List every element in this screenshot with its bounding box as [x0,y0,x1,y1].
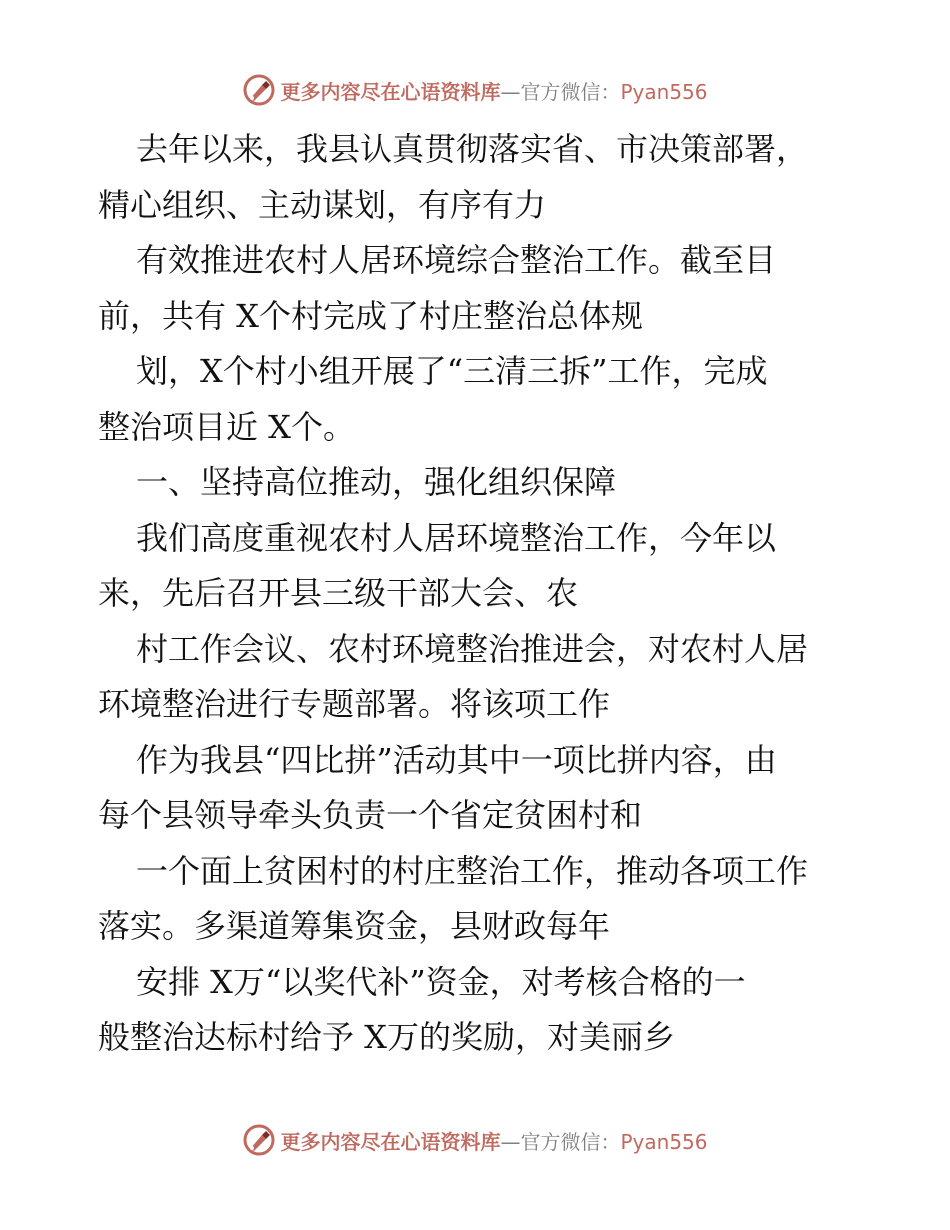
text-line: 整治项目近 X个。 [98,407,355,446]
pen-logo-icon [242,73,276,107]
text-line: 每个县领导牵头负责一个省定贫困村和 [98,796,643,834]
text-line: 般整治达标村给予 X万的奖励，对美丽乡 [98,1018,675,1056]
banner-brand-text: 更多内容尽在心语资料库 [280,79,501,104]
text-line: 有效推进农村人居环境综合整治工作。截至目 [136,241,777,279]
text-line: 作为我县“四比拼”活动其中一项比拼内容，由 [136,740,777,779]
text-line: 划，X个村小组开展了“三清三拆”工作，完成 [136,352,768,390]
banner-brand-text: 更多内容尽在心语资料库 [280,1129,501,1154]
banner-wechat-id: Pyan556 [620,79,708,104]
text-line: 村工作会议、农村环境整治推进会，对农村人居 [136,629,809,668]
footer-banner [0,1120,950,1160]
pen-logo-icon [242,1123,276,1157]
banner-wechat-label: 官方微信： [520,79,621,104]
text-line: 环境整治进行专题部署。将该项工作 [98,685,611,723]
banner-wechat-label: 官方微信： [520,1129,621,1154]
text-line: 来，先后召开县三级干部大会、农 [98,574,579,612]
banner-separator: — [500,1129,521,1154]
document-body [98,122,858,1066]
banner-separator: — [500,79,521,104]
text-line: 一个面上贫困村的村庄整治工作，推动各项工作 [136,851,809,890]
banner-text [280,1126,707,1155]
header-banner [0,70,950,110]
text-line: 一、坚持高位推动，强化组织保障 [136,463,617,501]
banner-wechat-id: Pyan556 [620,1129,708,1154]
text-line: 去年以来，我县认真贯彻落实省、市决策部署， [136,130,809,168]
text-line: 落实。多渠道筹集资金，县财政每年 [98,907,611,945]
banner-text [280,76,707,105]
text-line: 安排 X万“以奖代补”资金，对考核合格的一 [136,962,746,1001]
text-line: 精心组织、主动谋划，有序有力 [98,185,547,224]
text-line: 我们高度重视农村人居环境整治工作，今年以 [136,518,777,557]
text-line: 前，共有 X个村完成了村庄整治总体规 [98,296,643,335]
